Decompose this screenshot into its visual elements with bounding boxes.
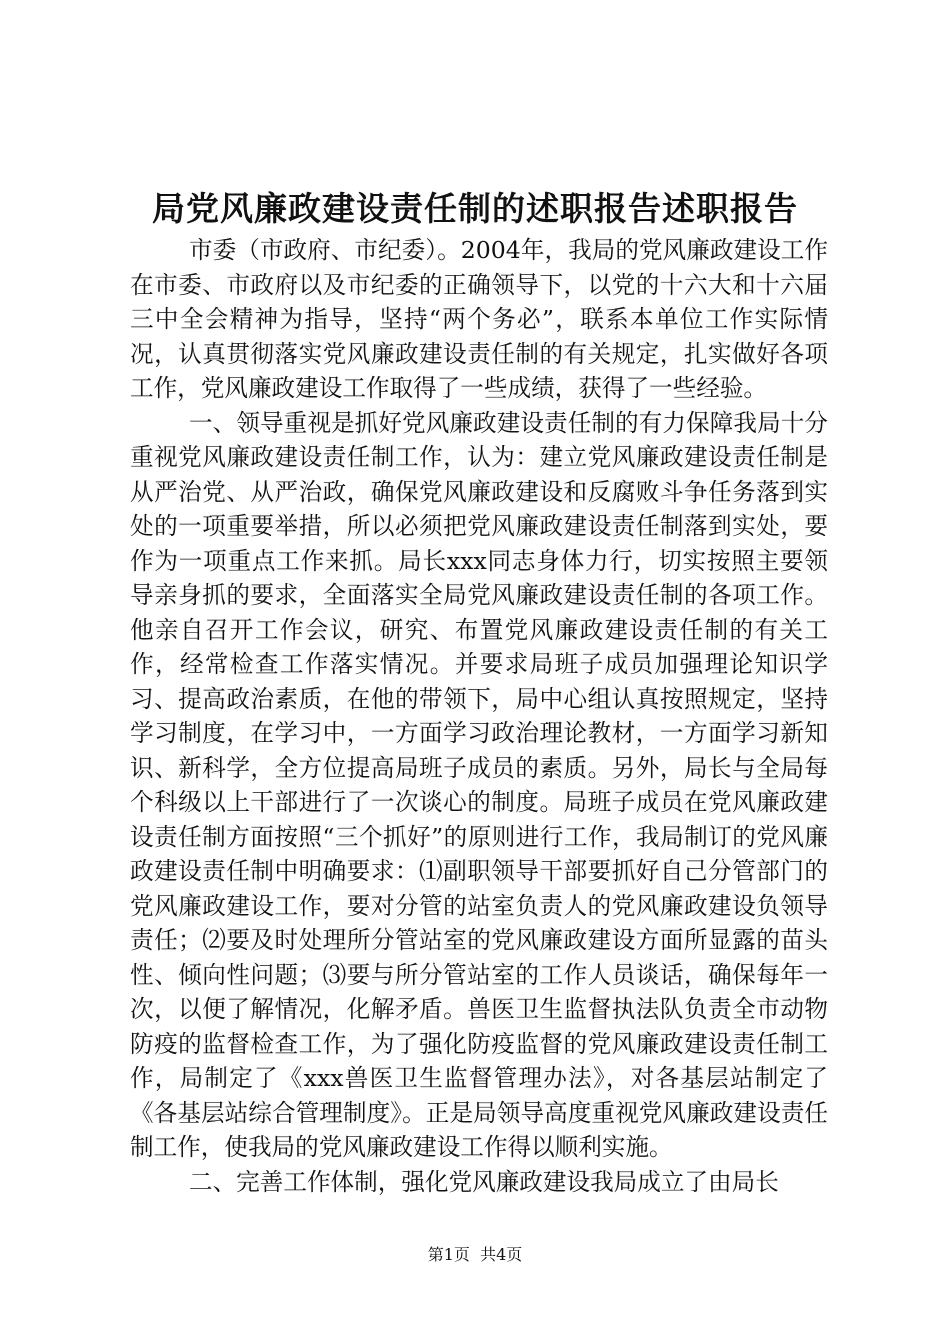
page-total: 共4页	[480, 1245, 523, 1264]
paragraph-intro: 市委（市政府、市纪委）。2004年，我局的党风廉政建设工作在市委、市政府以及市纪委的正确领导下，以党的十六大和十六届三中全会精神为指导，坚持“两个务必”，联系本单位工作实际情况，认真贯彻落实党风廉政建设责任制的有关规定，扎实做好各项工作，党风廉政建设工作取得了一些成绩，获得了一些经验。	[130, 236, 828, 402]
paragraph-section-two: 二、完善工作体制，强化党风廉政建设我局成立了由局长	[189, 1167, 779, 1196]
document-title: 局党风廉政建设责任制的述职报告述职报告	[152, 189, 798, 228]
page-number: 第1页	[427, 1245, 470, 1264]
document-body	[130, 233, 828, 1199]
page-footer	[0, 1244, 950, 1266]
paragraph-section-one: 一、领导重视是抓好党风廉政建设责任制的有力保障我局十分重视党风廉政建设责任制工作，认为：建立党风廉政建设责任制是从严治党、从严治政，确保党风廉政建设和反腐败斗争任务落到实处的一项重要举措，所以必须把党风廉政建设责任制落到实处，要作为一项重点工作来抓。局长xxx同志身体力行，切实按照主要领导亲身抓的要求，全面落实全局党风廉政建设责任制的各项工作。他亲自召开工作会议，研究、布置党风廉政建设责任制的有关工作，经常检查工作落实情况。并要求局班子成员加强理论知识学习、提高政治素质，在他的带领下，局中心组认真按照规定，坚持学习制度，在学习中，一方面学习政治理论教材，一方面学习新知识、新科学，全方位提高局班子成员的素质。另外，局长与全局每个科级以上干部进行了一次谈心的制度。局班子成员在党风廉政建设责任制方面按照“三个抓好”的原则进行工作，我局制订的党风廉政建设责任制中明确要求：⑴副职领导干部要抓好自己分管部门的党风廉政建设工作，要对分管的站室负责人的党风廉政建设负领导责任；⑵要及时处理所分管站室的党风廉政建设方面所显露的苗头性、倾向性问题；⑶要与所分管站室的工作人员谈话，确保每年一次，以便了解情况，化解矛盾。兽医卫生监督执法队负责全市动物防疫的监督检查工作，为了强化防疫监督的党风廉政建设责任制工作，局制定了《xxx兽医卫生监督管理办法》，对各基层站制定了《各基层站综合管理制度》。正是局领导高度重视党风廉政建设责任制工作，使我局的党风廉政建设工作得以顺利实施。	[130, 408, 828, 1161]
